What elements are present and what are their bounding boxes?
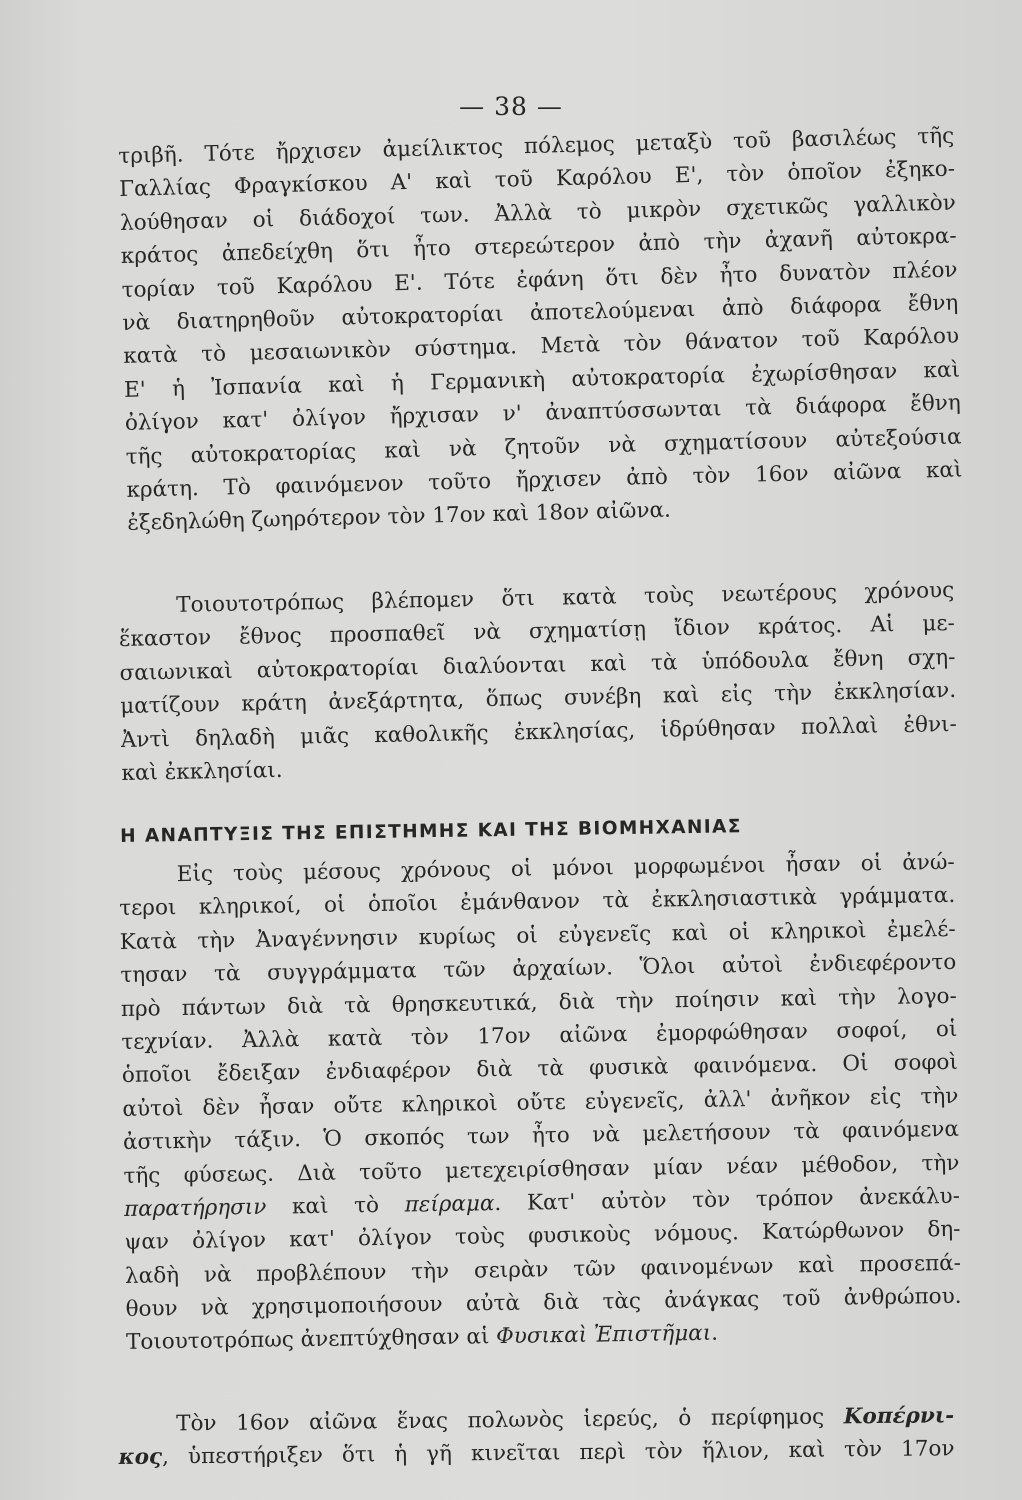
text-line: ἕκαστον ἔθνος προσπαθεῖ νὰ σχηματίσῃ ἴδιον κράτος. Αἱ με- <box>118 611 956 653</box>
italic-term: πείραμα <box>404 1191 495 1218</box>
text-line: αὐτοὶ δὲν ἦσαν οὔτε κληρικοὶ οὔτε εὐγενεῖς, ἀλλ' ἀνῆκον εἰς τὴν <box>122 1083 959 1122</box>
text-line: ὁποῖοι ἔδειξαν ἐνδιαφέρον διὰ τὰ φυσικὰ φαινόμενα. Οἱ σοφοὶ <box>121 1050 959 1089</box>
section-science-industry <box>118 813 962 1360</box>
text-line: ἐξεδηλώθη ζωηρότερον τὸν 17ον καὶ 18ον αἰῶνα. <box>127 497 672 537</box>
text-line: θουν νὰ χρησιμοποιήσουν αὐτὰ διὰ τὰς ἀνάγκας τοῦ ἀνθρώπου. <box>125 1283 962 1323</box>
paragraph-4 <box>118 1399 955 1475</box>
paragraph-2 <box>118 574 958 790</box>
text-line: τεχνίαν. Ἀλλὰ κατὰ τὸν 17ον αἰῶνα ἐμορφώθησαν σοφοί, οἱ <box>121 1016 958 1055</box>
text-line: καὶ ἐκκλησίαι. <box>121 757 283 786</box>
italic-term: Φυσικαὶ Ἐπιστῆμαι <box>496 1321 712 1350</box>
text-line: τορίαν τοῦ Καρόλου Ε'. Τότε ἐφάνη ὅτι δὲν ἦτο δυνατὸν πλέον <box>121 257 958 303</box>
italic-term: παρατήρησιν <box>123 1194 267 1222</box>
text-line: Γαλλίας Φραγκίσκου Α' καὶ τοῦ Καρόλου Ε', τὸν ὁποῖον ἐξηκο- <box>118 156 956 203</box>
text-line: Ἀντὶ δηλαδὴ μιᾶς καθολικῆς ἐκκλησίας, ἱδρύθησαν πολλαὶ ἐθνι- <box>120 711 957 753</box>
text-run: καὶ τὸ <box>266 1192 405 1220</box>
section-heading: Η ΑΝΑΠΤΥΞΙΣ ΤΗΣ ΕΠΙΣΤΗΜΗΣ ΚΑΙ ΤΗΣ ΒΙΟΜΗΧΑΝΙΑΣ <box>119 816 743 847</box>
text-run: , ὑπεστήριξεν ὅτι ἡ γῆ κινεῖται περὶ τὸν ἥλιον, καὶ τὸν 17ον <box>161 1436 955 1470</box>
text-line: λούθησαν οἱ διάδοχοί των. Ἀλλὰ τὸ μικρὸν σχετικῶς γαλλικὸν <box>119 190 957 236</box>
person-name: κος <box>118 1444 163 1471</box>
text-line: ἀστικὴν τάξιν. Ὁ σκοπός των ἦτο νὰ μελετήσουν τὰ φαινόμενα <box>122 1116 960 1156</box>
text-line: Ε' ἡ Ἰσπανία καὶ ἡ Γερμανικὴ αὐτοκρατορία ἐχωρίσθησαν καὶ <box>123 357 961 403</box>
text-line: τῆς φύσεως. Διὰ τοῦτο μετεχειρίσθησαν μίαν νέαν μέθοδον, τὴν <box>123 1150 960 1189</box>
text-run: Τοιουτοτρόπως ἀνεπτύχθησαν αἱ <box>125 1324 497 1356</box>
page-number: — 38 — <box>459 92 563 121</box>
text-line: λαδὴ νὰ προβλέπουν τὴν σειρὰν τῶν φαινομένων καὶ προσεπά- <box>124 1250 962 1289</box>
text-line: τῆς αὐτοκρατορίας καὶ νὰ ζητοῦν νὰ σχηματίσουν αὐτεξούσια <box>125 423 962 470</box>
text-line: ματίζουν κράτη ἀνεξάρτητα, ὅπως συνέβη καὶ εἰς τὴν ἐκκλησίαν. <box>119 678 957 720</box>
text-line: κράτος ἀπεδείχθη ὅτι ἦτο στερεώτερον ἀπὸ τὴν ἀχανῆ αὐτοκρα- <box>120 223 957 270</box>
text-line: Τοιουτοτρόπως βλέπομεν ὅτι κατὰ τοὺς νεωτέρους χρόνους <box>176 577 955 618</box>
text-line: νὰ διατηρηθοῦν αὐτοκρατορίαι ἀποτελούμεναι ἀπὸ διάφορα ἔθνη <box>122 290 959 336</box>
text-line: Κατὰ τὴν Ἀναγέννησιν κυρίως οἱ εὐγενεῖς καὶ οἱ κληρικοὶ ἐμελέ- <box>119 916 956 955</box>
text-line: ψαν ὀλίγον κατ' ὀλίγον τοὺς φυσικοὺς νόμους. Κατώρθωνον δη- <box>124 1217 961 1256</box>
text-line: ὀλίγον κατ' ὀλίγον ἤρχισαν ν' ἀναπτύσσωνται τὰ διάφορα ἔθνη <box>124 390 961 437</box>
text-line: τησαν τὰ συγγράμματα τῶν ἀρχαίων. Ὅλοι αὐτοὶ ἐνδιεφέροντο <box>120 950 957 989</box>
text-run: . <box>710 1321 719 1347</box>
text-line: σαιωνικαὶ αὐτοκρατορίαι διαλύονται καὶ τὰ ὑπόδουλα ἔθνη σχη- <box>119 644 956 686</box>
text-line: Εἰς τοὺς μέσους χρόνους οἱ μόνοι μορφωμένοι ἦσαν οἱ ἀνώ- <box>176 849 955 888</box>
text-line: πρὸ πάντων διὰ τὰ θρησκευτικά, διὰ τὴν ποίησιν καὶ τὴν λογο- <box>120 983 957 1022</box>
paragraph-1 <box>118 120 964 541</box>
text-run: . Κατ' αὐτὸν τὸν τρόπον ἀνεκάλυ- <box>494 1183 961 1217</box>
text-line: τεροι κληρικοί, οἱ ὁποῖοι ἐμάνθανον τὰ ἐκκλησιαστικὰ γράμματα. <box>119 883 956 922</box>
text-line: κατὰ τὸ μεσαιωνικὸν σύστημα. Μετὰ τὸν θάνατον τοῦ Καρόλου <box>122 323 960 370</box>
person-name: Κοπέρνι- <box>843 1403 955 1430</box>
text-line: κράτη. Τὸ φαινόμενον τοῦτο ἤρχισεν ἀπὸ τὸν 16ον αἰῶνα καὶ <box>126 457 963 503</box>
text-line: τριβῆ. Τότε ἤρχισεν ἀμείλικτος πόλεμος μεταξὺ τοῦ βασιλέως τῆς <box>118 123 955 169</box>
text-run: Τὸν 16ον αἰῶνα ἕνας πολωνὸς ἱερεύς, ὁ περίφημος <box>176 1404 844 1437</box>
